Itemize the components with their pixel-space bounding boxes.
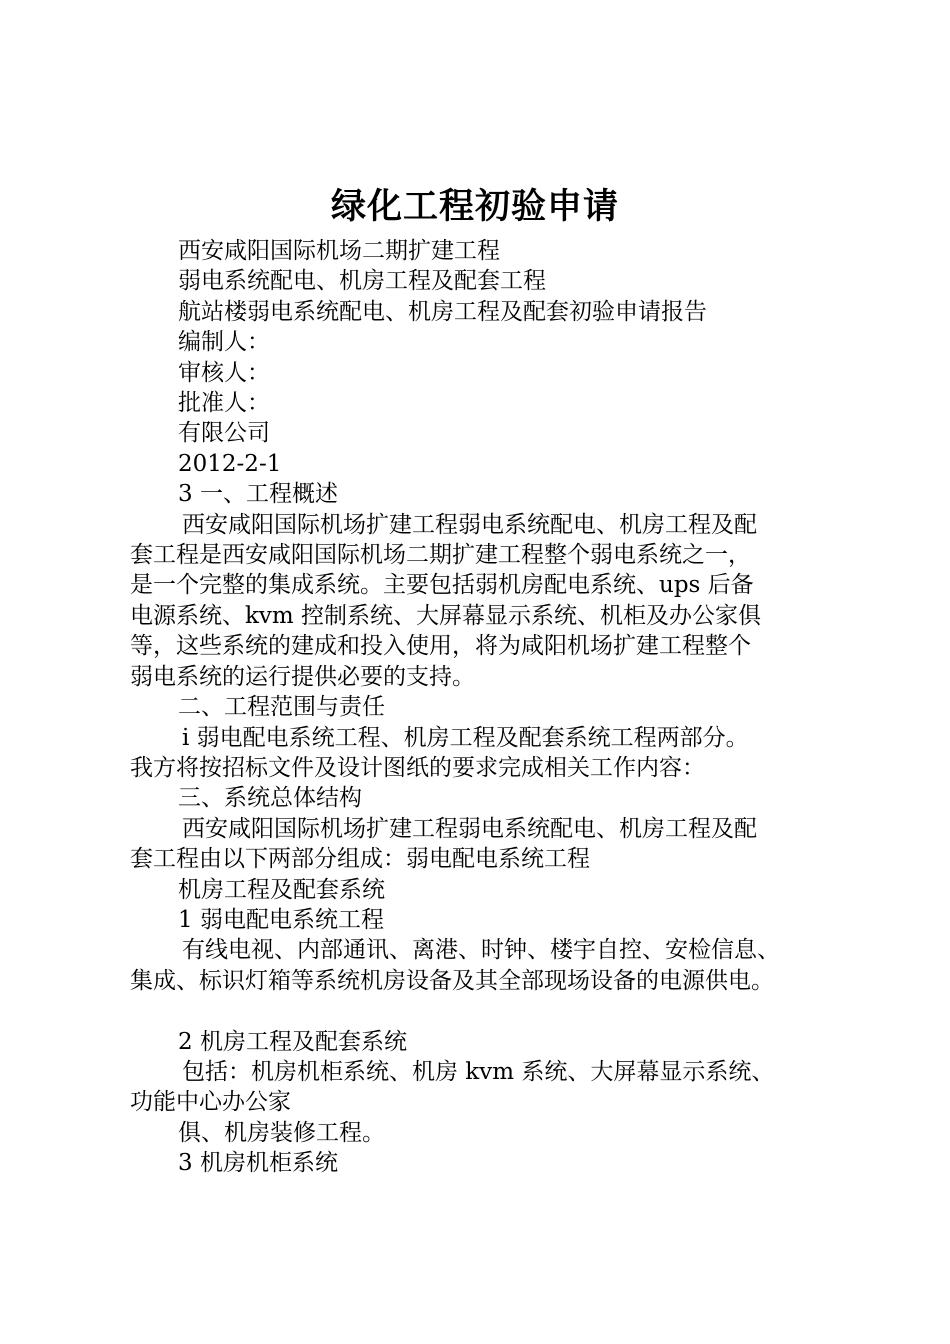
cover-approver-label: 批准人：	[178, 390, 270, 417]
document-body	[130, 236, 842, 1179]
cover-subproject-line: 弱电系统配电、机房工程及配套工程	[178, 268, 546, 295]
document-title: 绿化工程初验申请	[330, 187, 619, 227]
overview-line: 弱电系统的运行提供必要的支持。	[130, 663, 475, 690]
cover-report-line: 航站楼弱电系统配电、机房工程及配套初验申请报告	[178, 298, 707, 325]
overview-heading: 3 一、工程概述	[178, 481, 338, 508]
scope-line: 我方将按招标文件及设计图纸的要求完成相关工作内容：	[130, 754, 705, 781]
cover-project-line: 西安咸阳国际机场二期扩建工程	[178, 238, 500, 264]
cover-date: 2012-2-1	[178, 450, 282, 477]
scope-heading: 二、工程范围与责任	[178, 694, 385, 721]
overview-line: 套工程是西安咸阳国际机场二期扩建工程整个弱电系统之一，	[130, 542, 751, 569]
item2-line: 功能中心办公家	[130, 1089, 291, 1116]
item1-line: 有线电视、内部通讯、离港、时钟、楼宇自控、安检信息、	[182, 937, 780, 964]
overview-line: 电源系统、kvm 控制系统、大屏幕显示系统、机柜及办公家俱	[130, 602, 762, 629]
cover-compiler-label: 编制人：	[178, 329, 270, 356]
item2-heading: 2 机房工程及配套系统	[178, 1028, 407, 1055]
structure-line: 套工程由以下两部分组成：弱电配电系统工程	[130, 846, 590, 873]
cover-company: 有限公司	[178, 420, 270, 447]
item2-line: 包括：机房机柜系统、机房 kvm 系统、大屏幕显示系统、	[182, 1058, 775, 1085]
overview-line: 西安咸阳国际机场扩建工程弱电系统配电、机房工程及配	[182, 511, 757, 538]
item1-heading: 1 弱电配电系统工程	[178, 906, 384, 933]
item1-line: 集成、标识灯箱等系统机房设备及其全部现场设备的电源供电。	[130, 967, 774, 994]
scope-line: i 弱电配电系统工程、机房工程及配套系统工程两部分。	[182, 724, 749, 751]
structure-line: 西安咸阳国际机场扩建工程弱电系统配电、机房工程及配	[182, 815, 757, 842]
item2-continuation: 俱、机房装修工程。	[178, 1119, 385, 1146]
structure-item: 机房工程及配套系统	[178, 876, 385, 903]
structure-heading: 三、系统总体结构	[178, 785, 362, 812]
item3-heading: 3 机房机柜系统	[178, 1150, 338, 1177]
paragraph-gap	[130, 996, 842, 1026]
overview-line: 等，这些系统的建成和投入使用，将为咸阳机场扩建工程整个	[130, 633, 751, 660]
overview-line: 是一个完整的集成系统。主要包括弱机房配电系统、ups 后备	[130, 572, 754, 599]
cover-reviewer-label: 审核人：	[178, 359, 270, 386]
